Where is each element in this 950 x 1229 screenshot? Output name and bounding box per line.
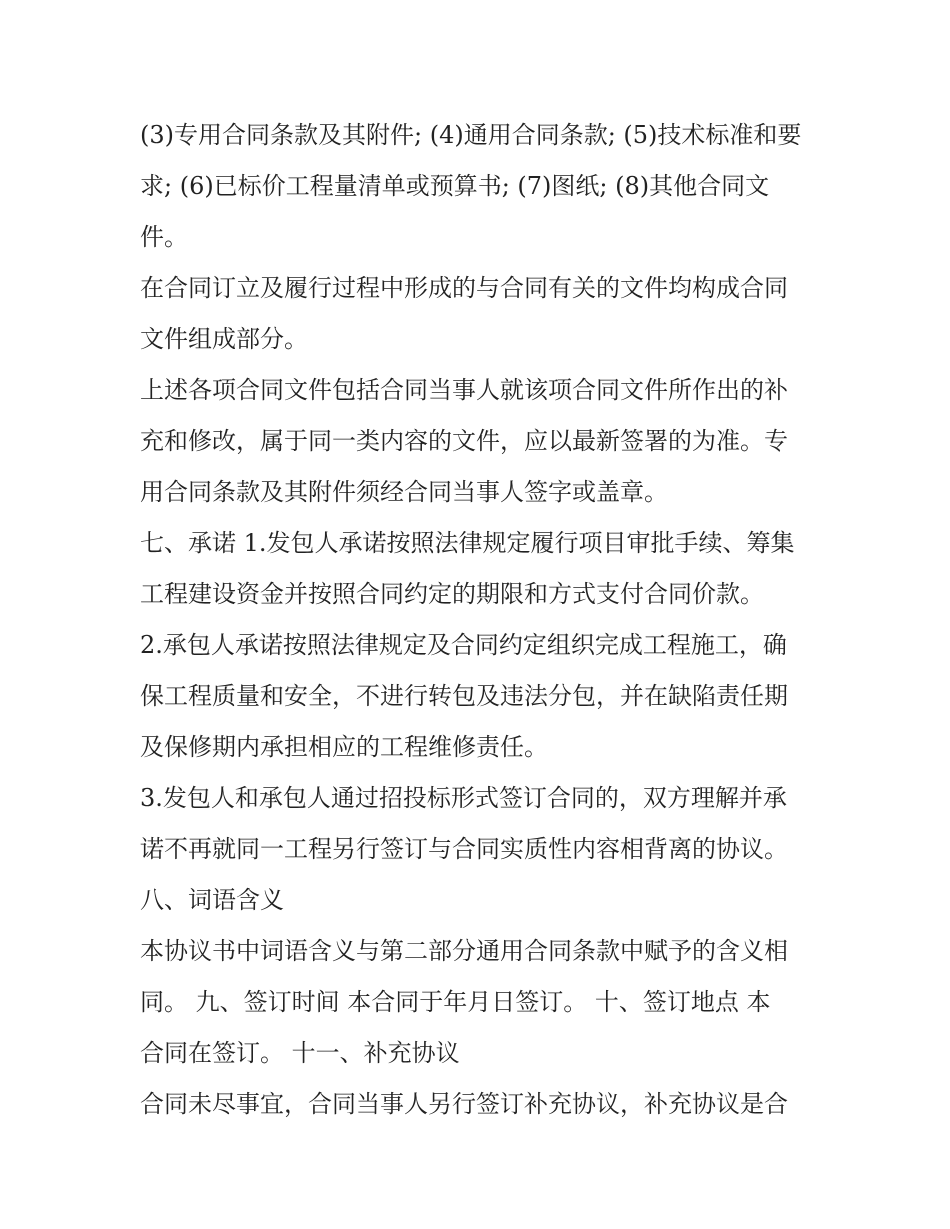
text-line: 合同在签订。 十一、补充协议 <box>140 1039 460 1067</box>
text-line: 同。 九、签订时间 本合同于年月日签订。 十、签订地点 本 <box>140 988 771 1016</box>
text-line: 合同未尽事宜，合同当事人另行签订补充协议，补充协议是合 <box>140 1090 788 1118</box>
text-line: 3.发包人和承包人通过招投标形式签订合同的，双方理解并承 <box>140 784 787 812</box>
text-line: 工程建设资金并按照合同约定的期限和方式支付合同价款。 <box>140 580 764 608</box>
text-line: 文件组成部分。 <box>140 325 308 353</box>
text-line: 及保修期内承担相应的工程维修责任。 <box>140 733 548 761</box>
text-line: 上述各项合同文件包括合同当事人就该项合同文件所作出的补 <box>140 376 788 404</box>
text-line: 八、词语含义 <box>140 886 284 914</box>
text-line: 用合同条款及其附件须经合同当事人签字或盖章。 <box>140 478 668 506</box>
document-body <box>140 110 830 1130</box>
text-line: 七、承诺 1.发包人承诺按照法律规定履行项目审批手续、筹集 <box>140 529 795 557</box>
text-line: 保工程质量和安全，不进行转包及违法分包，并在缺陷责任期 <box>140 682 788 710</box>
text-line: 件。 <box>140 223 188 251</box>
text-line: 诺不再就同一工程另行签订与合同实质性内容相背离的协议。 <box>140 835 788 863</box>
text-line: 求; (6)已标价工程量清单或预算书; (7)图纸; (8)其他合同文 <box>140 172 770 200</box>
text-line: 在合同订立及履行过程中形成的与合同有关的文件均构成合同 <box>140 274 788 302</box>
text-line: 2.承包人承诺按照法律规定及合同约定组织完成工程施工，确 <box>140 631 787 659</box>
text-line: (3)专用合同条款及其附件; (4)通用合同条款; (5)技术标准和要 <box>140 121 802 149</box>
text-line: 充和修改，属于同一类内容的文件，应以最新签署的为准。专 <box>140 427 788 455</box>
text-line: 本协议书中词语含义与第二部分通用合同条款中赋予的含义相 <box>140 937 788 965</box>
